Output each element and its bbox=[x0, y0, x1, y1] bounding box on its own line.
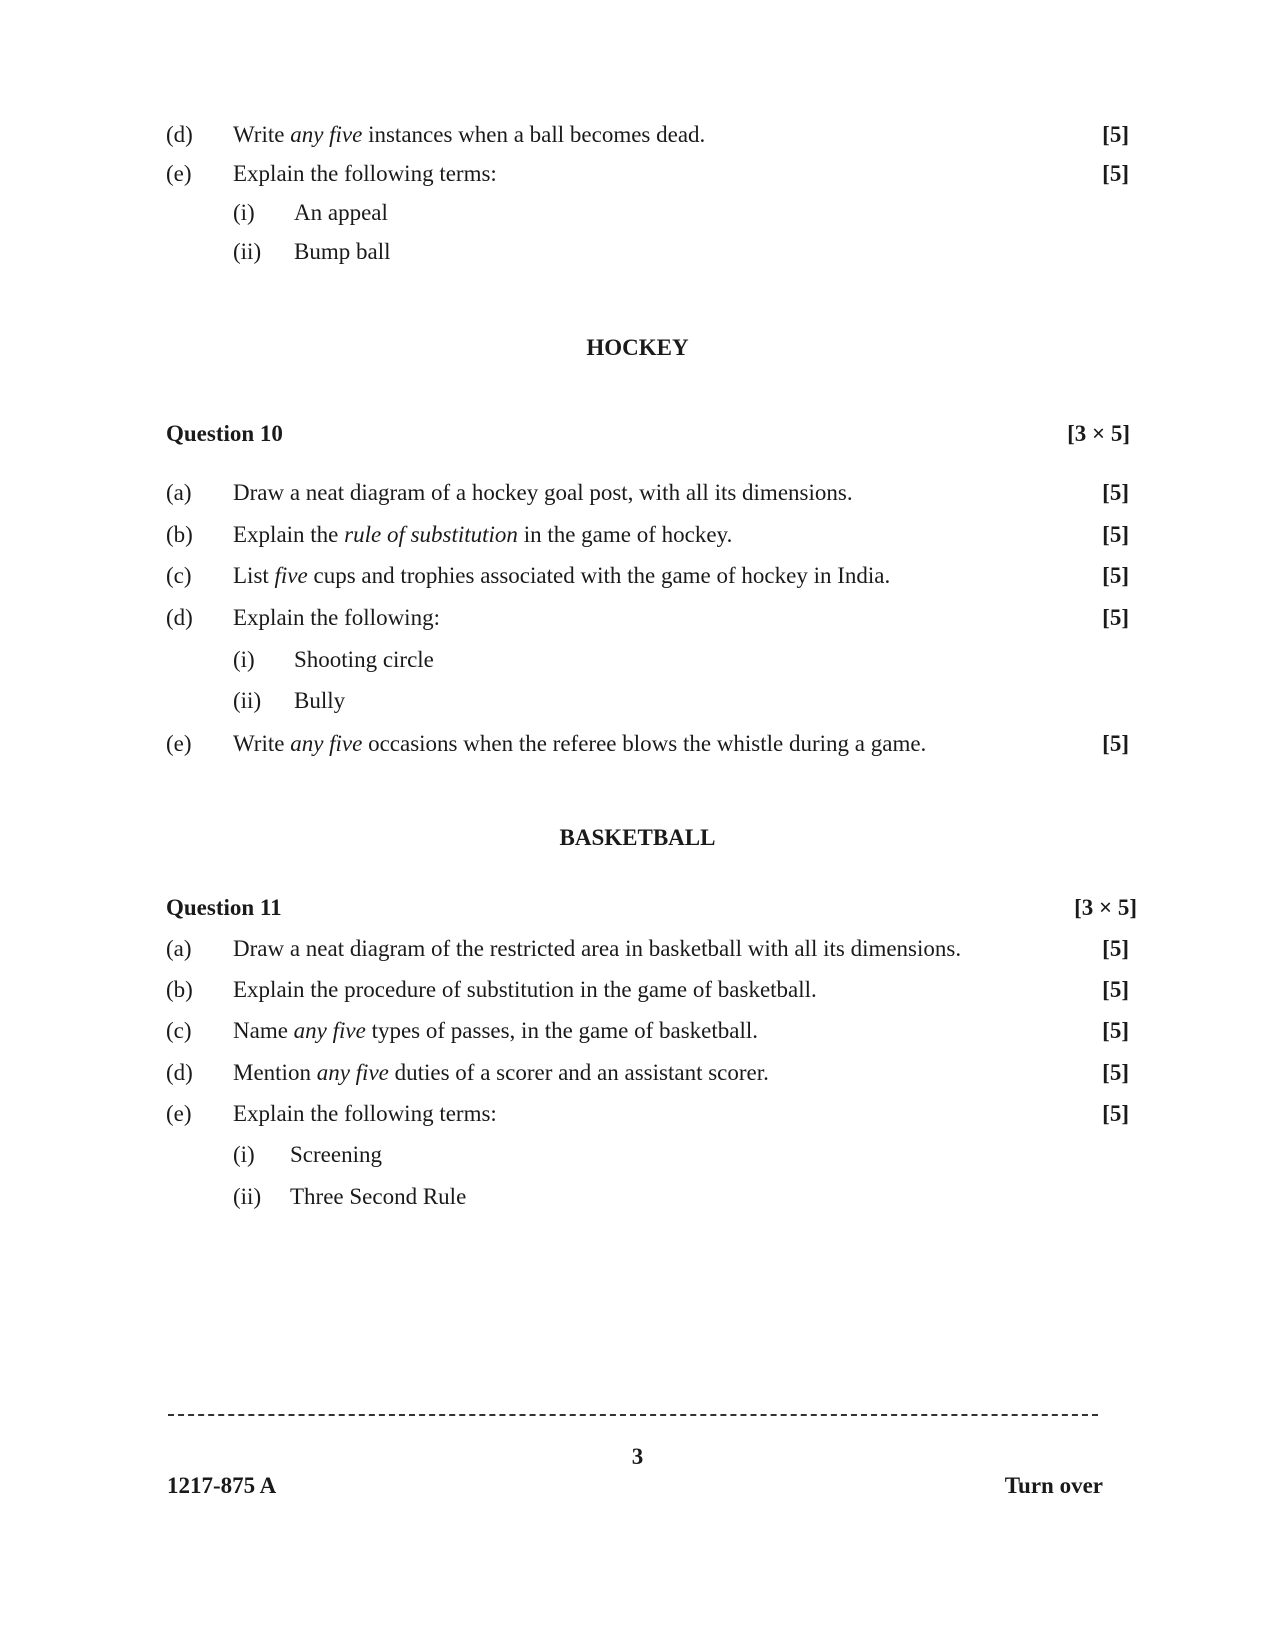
item-text bbox=[233, 729, 926, 759]
item-label: (d) bbox=[166, 1060, 193, 1085]
item-text bbox=[233, 1058, 769, 1088]
item-text bbox=[233, 120, 705, 150]
question-item bbox=[0, 1016, 1275, 1046]
item-text-post: duties of a scorer and an assistant scorer. bbox=[388, 1060, 769, 1085]
item-marks: [5] bbox=[1102, 563, 1129, 588]
item-marks: [5] bbox=[1102, 1101, 1129, 1126]
item-label: (a) bbox=[166, 480, 192, 505]
item-text-emphasis: five bbox=[274, 563, 308, 588]
question-item bbox=[0, 934, 1275, 964]
item-text: Explain the procedure of substitution in the game of basketball. bbox=[233, 977, 817, 1002]
item-label: (b) bbox=[166, 977, 193, 1002]
question-header bbox=[0, 419, 1275, 449]
item-marks: [5] bbox=[1102, 977, 1129, 1002]
question-item bbox=[0, 520, 1275, 550]
sub-item-text: Shooting circle bbox=[294, 647, 434, 672]
question-item bbox=[0, 603, 1275, 633]
sub-item-text: Bully bbox=[294, 688, 346, 713]
item-marks: [5] bbox=[1102, 122, 1129, 147]
question-header bbox=[0, 893, 1275, 923]
item-text: Explain the following: bbox=[233, 605, 440, 630]
item-label: (e) bbox=[166, 731, 192, 756]
item-label: (d) bbox=[166, 605, 193, 630]
sub-item bbox=[0, 686, 1275, 716]
question-item bbox=[0, 561, 1275, 591]
item-text-pre: Explain the bbox=[233, 522, 345, 547]
question-item bbox=[0, 975, 1275, 1005]
item-text bbox=[233, 561, 890, 591]
item-label: (a) bbox=[166, 936, 192, 961]
footer-divider bbox=[168, 1414, 1098, 1416]
item-marks: [5] bbox=[1102, 161, 1129, 186]
item-text-pre: List bbox=[233, 563, 275, 588]
section-heading-basketball: BASKETBALL bbox=[559, 825, 716, 850]
question-title: Question 11 bbox=[166, 895, 282, 920]
item-text: Draw a neat diagram of the restricted area in basketball with all its dimensions. bbox=[233, 936, 962, 961]
sub-item-label: (ii) bbox=[233, 688, 262, 713]
item-text-emphasis: any five bbox=[290, 122, 363, 147]
item-marks: [5] bbox=[1102, 522, 1129, 547]
item-text-pre: Write bbox=[233, 731, 291, 756]
sub-item-label: (ii) bbox=[233, 239, 262, 264]
question-item bbox=[0, 729, 1275, 759]
question-marks: [3 × 5] bbox=[1067, 421, 1130, 446]
item-label: (b) bbox=[166, 522, 193, 547]
item-label: (e) bbox=[166, 161, 192, 186]
item-marks: [5] bbox=[1102, 480, 1129, 505]
item-text: Explain the following terms: bbox=[233, 161, 497, 186]
item-label: (e) bbox=[166, 1101, 192, 1126]
item-text-emphasis: any five bbox=[316, 1060, 389, 1085]
sub-item bbox=[0, 237, 1275, 267]
question-item bbox=[0, 159, 1275, 189]
sub-item-label: (i) bbox=[233, 1142, 255, 1167]
sub-item-text: Bump ball bbox=[294, 239, 391, 264]
item-text-post: occasions when the referee blows the whistle during a game. bbox=[362, 731, 927, 756]
item-marks: [5] bbox=[1102, 1060, 1129, 1085]
item-label: (c) bbox=[166, 1018, 192, 1043]
item-marks: [5] bbox=[1102, 605, 1129, 630]
item-text-post: instances when a ball becomes dead. bbox=[362, 122, 706, 147]
sub-item bbox=[0, 198, 1275, 228]
item-text-pre: Write bbox=[233, 122, 291, 147]
item-text-post: types of passes, in the game of basketball. bbox=[365, 1018, 759, 1043]
sub-item-text: An appeal bbox=[294, 200, 388, 225]
item-text-pre: Name bbox=[233, 1018, 294, 1043]
item-text: Draw a neat diagram of a hockey goal post, with all its dimensions. bbox=[233, 480, 853, 505]
paper-code: 1217-875 A bbox=[167, 1473, 277, 1498]
item-marks: [5] bbox=[1102, 1018, 1129, 1043]
question-item bbox=[0, 478, 1275, 508]
sub-item bbox=[0, 1140, 1275, 1170]
question-item bbox=[0, 1099, 1275, 1129]
sub-item bbox=[0, 1182, 1275, 1212]
item-text: Explain the following terms: bbox=[233, 1101, 497, 1126]
item-marks: [5] bbox=[1102, 936, 1129, 961]
turn-over-label: Turn over bbox=[1004, 1473, 1103, 1498]
item-text bbox=[233, 520, 732, 550]
question-item bbox=[0, 1058, 1275, 1088]
item-text-emphasis: any five bbox=[293, 1018, 366, 1043]
item-text-emphasis: any five bbox=[290, 731, 363, 756]
sub-item-text: Screening bbox=[290, 1142, 382, 1167]
page-number: 3 bbox=[631, 1444, 644, 1469]
item-text-emphasis: rule of substitution bbox=[344, 522, 518, 547]
item-text bbox=[233, 1016, 758, 1046]
sub-item-text: Three Second Rule bbox=[290, 1184, 467, 1209]
item-marks: [5] bbox=[1102, 731, 1129, 756]
item-text-post: cups and trophies associated with the game of hockey in India. bbox=[307, 563, 891, 588]
sub-item-label: (ii) bbox=[233, 1184, 262, 1209]
question-title: Question 10 bbox=[166, 421, 283, 446]
sub-item bbox=[0, 645, 1275, 675]
question-marks: [3 × 5] bbox=[1074, 895, 1137, 920]
item-text-pre: Mention bbox=[233, 1060, 317, 1085]
item-label: (d) bbox=[166, 122, 193, 147]
sub-item-label: (i) bbox=[233, 647, 255, 672]
question-item bbox=[0, 120, 1275, 150]
section-heading-hockey: HOCKEY bbox=[586, 335, 689, 360]
sub-item-label: (i) bbox=[233, 200, 255, 225]
item-label: (c) bbox=[166, 563, 192, 588]
item-text-post: in the game of hockey. bbox=[517, 522, 733, 547]
